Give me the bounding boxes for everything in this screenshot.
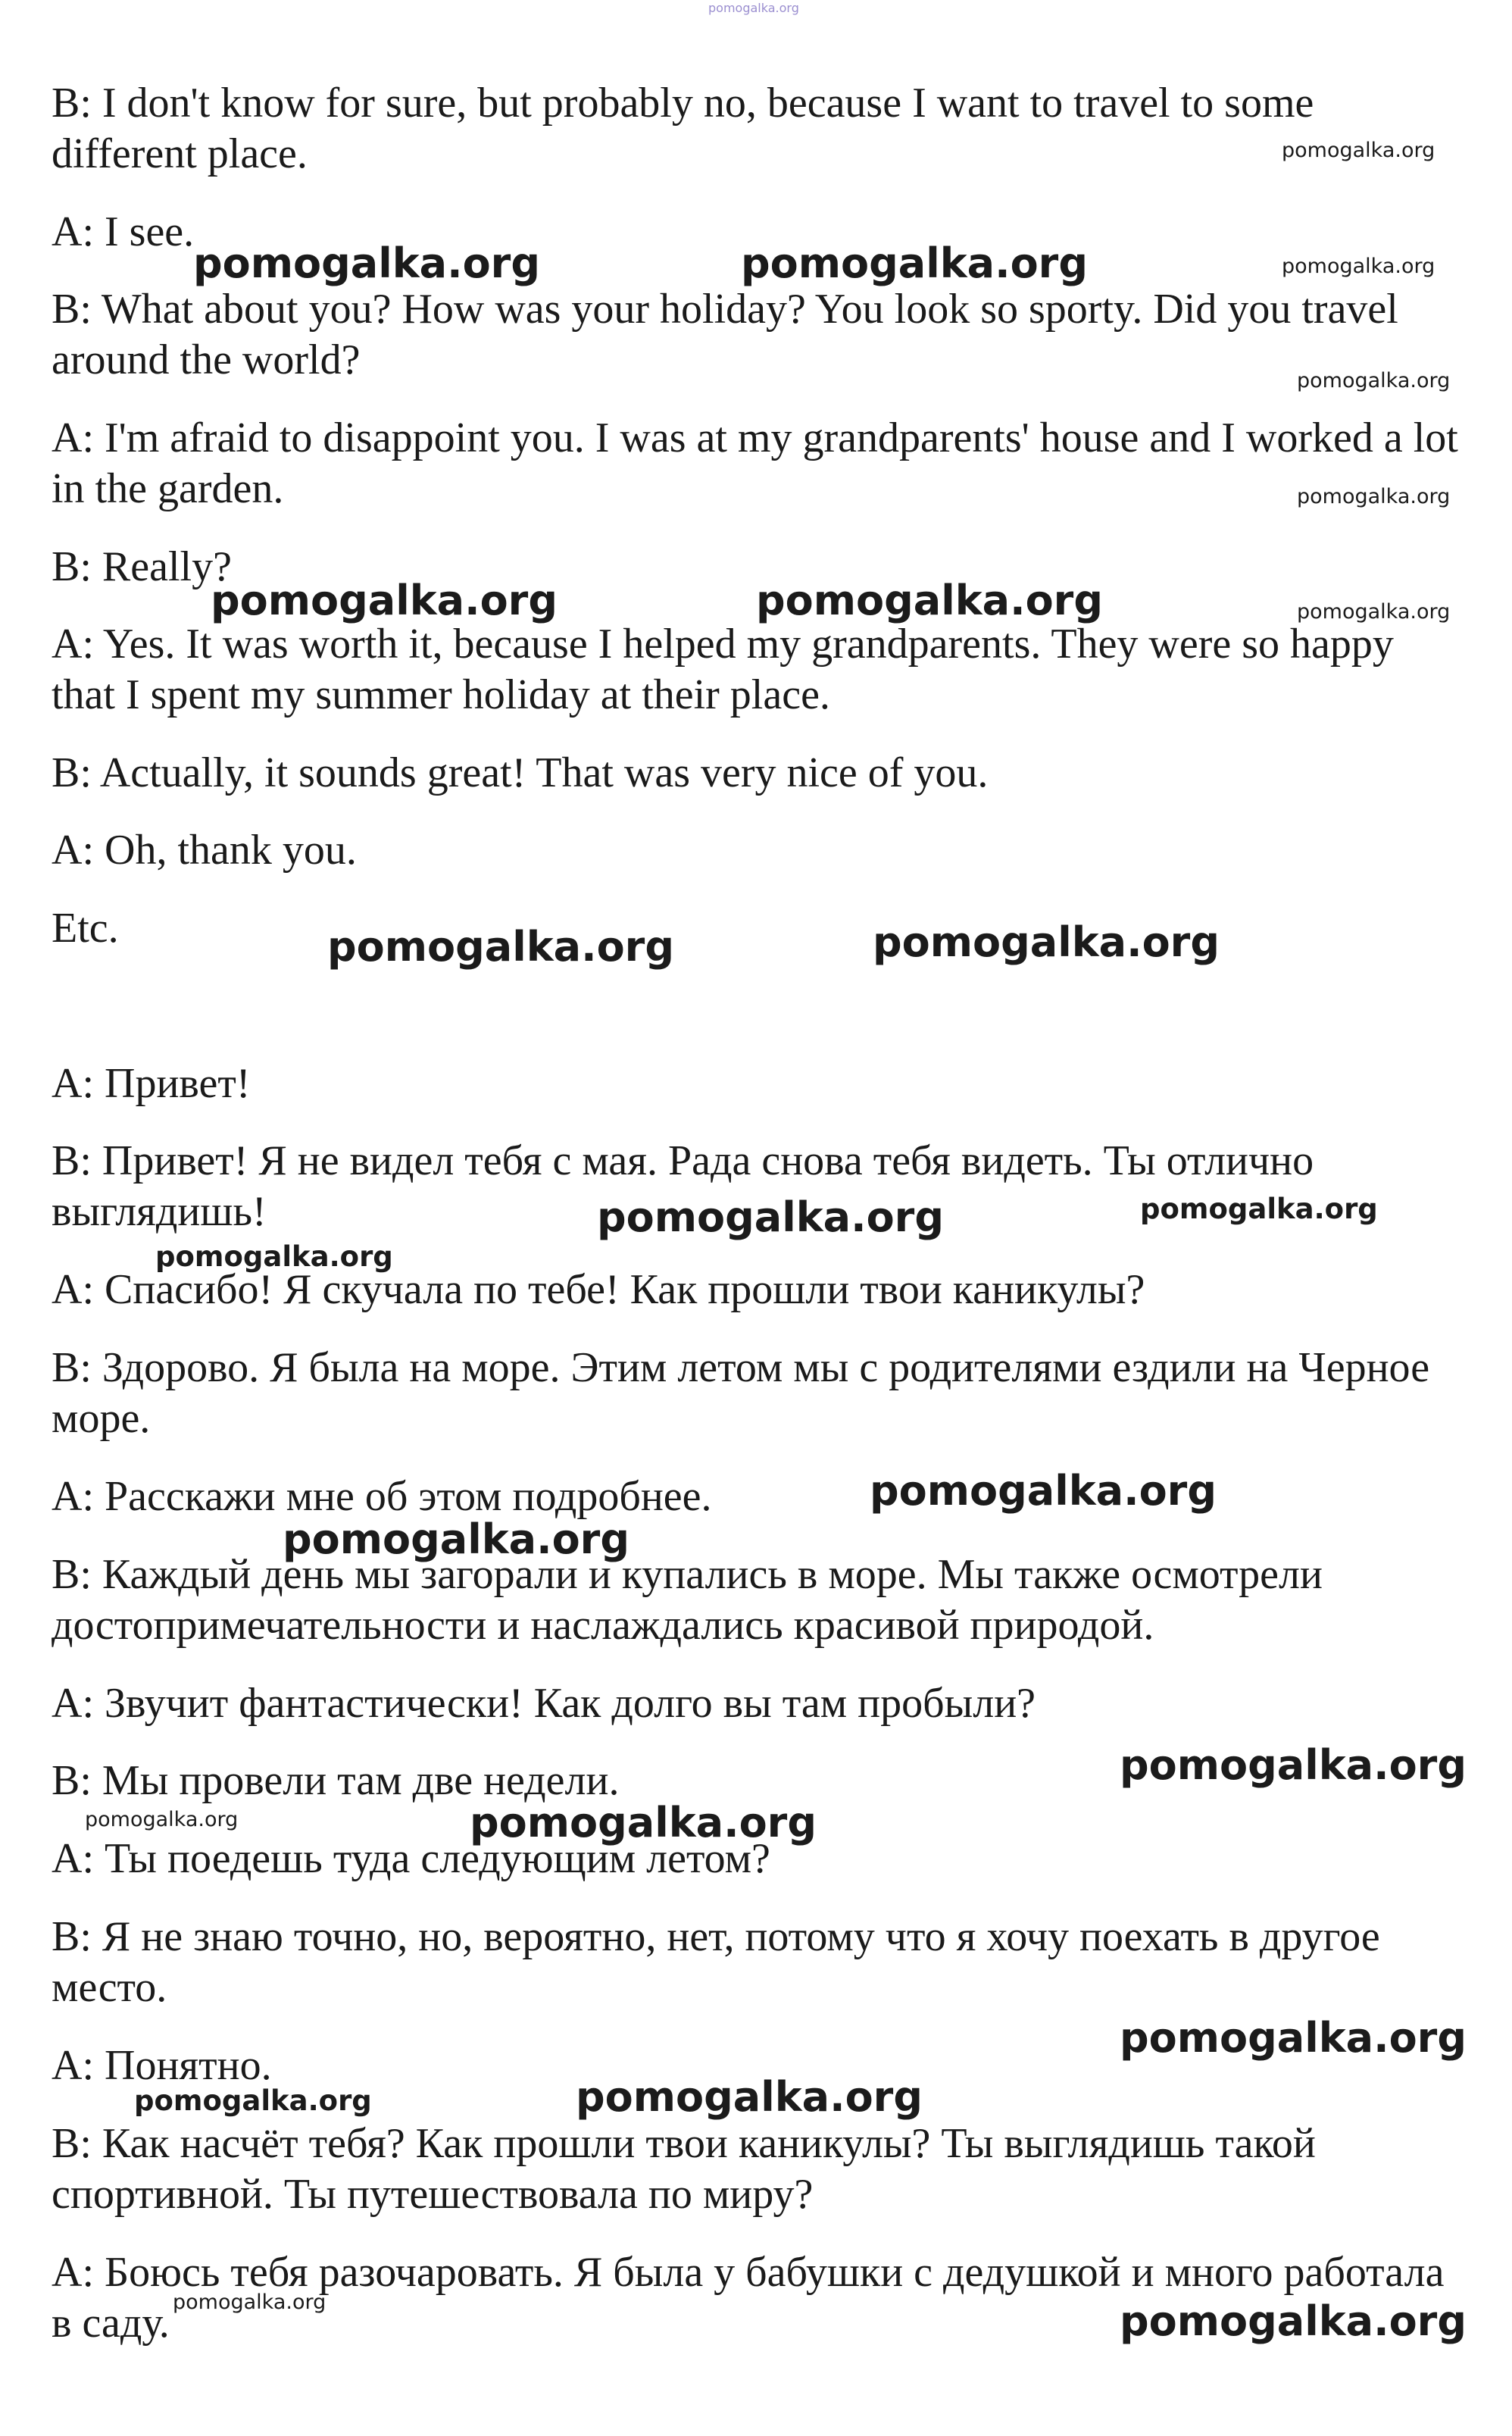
watermark: pomogalka.org xyxy=(193,239,540,287)
watermark: pomogalka.org xyxy=(1120,2014,1467,2062)
text-line: B: I don't know for sure, but probably no, because I want to travel to some xyxy=(52,80,1314,127)
text-line: B: Привет! Я не видел тебя с мая. Рада снова тебя видеть. Ты отлично xyxy=(52,1137,1314,1184)
watermark: pomogalka.org xyxy=(85,1808,239,1831)
watermark: pomogalka.org xyxy=(155,1240,393,1273)
text-line: different place. xyxy=(52,130,308,177)
text-line: that I spent my summer holiday at their place. xyxy=(52,671,830,718)
watermark: pomogalka.org xyxy=(1282,255,1435,278)
watermark: pomogalka.org xyxy=(327,923,674,971)
text-line: A: Привет! xyxy=(52,1060,251,1107)
text-line: Etc. xyxy=(52,905,119,952)
watermark: pomogalka.org xyxy=(870,1467,1217,1515)
text-line: A: Ты поедешь туда следующим летом? xyxy=(52,1835,770,1882)
text-line: B: Really? xyxy=(52,543,232,590)
text-line: B: Каждый день мы загорали и купались в море. Мы также осмотрели xyxy=(52,1551,1323,1598)
text-line: место. xyxy=(52,1964,167,2011)
watermark: pomogalka.org xyxy=(470,1799,817,1847)
text-line: спортивной. Ты путешествовала по миру? xyxy=(52,2171,814,2218)
watermark: pomogalka.org xyxy=(741,239,1088,287)
text-line: в саду. xyxy=(52,2300,170,2347)
watermark: pomogalka.org xyxy=(211,577,558,624)
text-line: A: Yes. It was worth it, because I helped my grandparents. They were so happy xyxy=(52,621,1394,668)
text-line: B: Actually, it sounds great! That was very nice of you. xyxy=(52,749,989,796)
text-line: A: I see. xyxy=(52,208,195,255)
text-line: B: Я не знаю точно, но, вероятно, нет, потому что я хочу поехать в другое xyxy=(52,1913,1380,1960)
text-line: B: Как насчёт тебя? Как прошли твои каникулы? Ты выглядишь такой xyxy=(52,2120,1316,2167)
text-line: around the world? xyxy=(52,336,361,383)
watermark: pomogalka.org xyxy=(756,577,1103,624)
watermark: pomogalka.org xyxy=(576,2073,923,2121)
watermark: pomogalka.org xyxy=(597,1193,944,1241)
text-line: A: Боюсь тебя разочаровать. Я была у бабушки с дедушкой и много работала xyxy=(52,2249,1445,2296)
text-line: A: Спасибо! Я скучала по тебе! Как прошли твои каникулы? xyxy=(52,1266,1145,1313)
watermark: pomogalka.org xyxy=(1120,2297,1467,2345)
text-line: in the garden. xyxy=(52,465,284,512)
watermark: pomogalka.org xyxy=(283,1515,629,1563)
watermark: pomogalka.org xyxy=(134,2084,372,2117)
watermark: pomogalka.org xyxy=(1282,139,1435,162)
watermark: pomogalka.org xyxy=(1120,1741,1467,1789)
watermark: pomogalka.org xyxy=(1297,600,1451,624)
watermark: pomogalka.org xyxy=(173,2291,326,2314)
text-line: A: Расскажи мне об этом подробнее. xyxy=(52,1473,712,1520)
watermark: pomogalka.org xyxy=(1140,1193,1378,1225)
text-line: выглядишь! xyxy=(52,1188,267,1235)
text-line: B: Мы провели там две недели. xyxy=(52,1757,620,1804)
text-line: достопримечательности и наслаждались красивой природой. xyxy=(52,1602,1154,1649)
watermark: pomogalka.org xyxy=(1297,369,1451,392)
watermark: pomogalka.org xyxy=(873,918,1220,966)
text-line: море. xyxy=(52,1395,151,1442)
watermark: pomogalka.org xyxy=(1297,485,1451,508)
text-line: A: Понятно. xyxy=(52,2042,272,2089)
text-line: A: I'm afraid to disappoint you. I was at my grandparents' house and I worked a lot xyxy=(52,414,1458,461)
text-line: A: Oh, thank you. xyxy=(52,827,357,874)
text-line: A: Звучит фантастически! Как долго вы там пробыли? xyxy=(52,1680,1036,1727)
top-watermark: pomogalka.org xyxy=(708,1,799,15)
text-line: B: Здорово. Я была на море. Этим летом мы с родителями ездили на Черное xyxy=(52,1344,1430,1391)
text-line: B: What about you? How was your holiday? You look so sporty. Did you travel xyxy=(52,286,1398,333)
